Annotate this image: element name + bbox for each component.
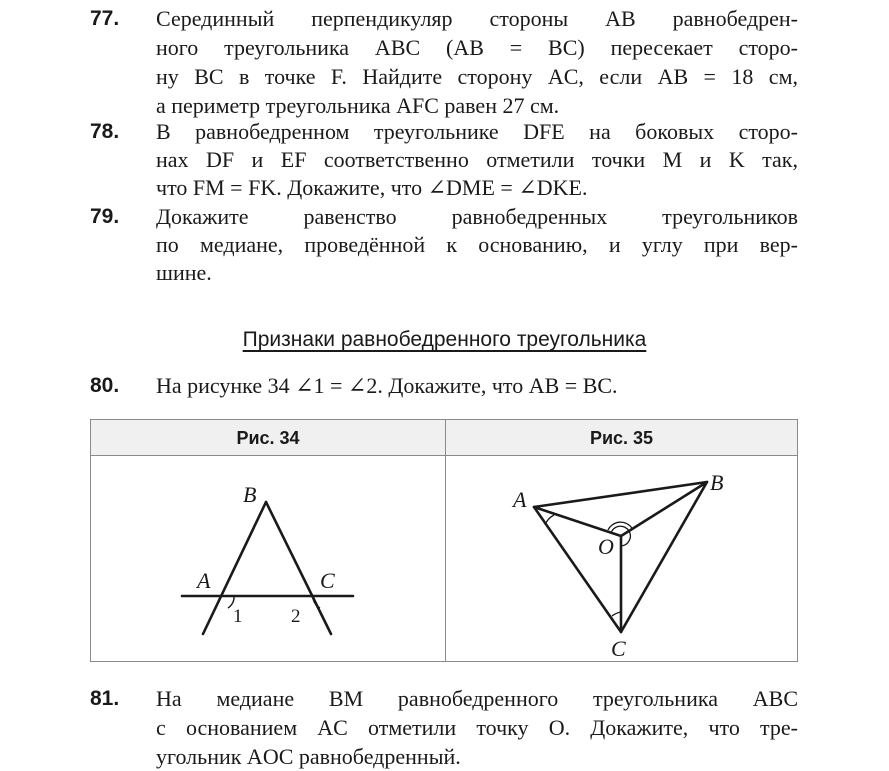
label-b: B (710, 470, 724, 495)
problem-text-line: Докажите равенство равнобедренных треугольников (156, 204, 798, 229)
label-angle-2: 2 (291, 606, 301, 627)
problem-text-line: В равнобедренном треугольнике DFE на боковых сторо- (156, 119, 798, 144)
label-c: C (320, 568, 335, 593)
figures-table (90, 419, 798, 662)
problem-text-line: угольник AOC равнобедренный. (156, 744, 461, 769)
label-a: A (513, 487, 527, 512)
label-a: A (197, 568, 211, 593)
figure-caption: Рис. 34 (91, 420, 445, 456)
label-c: C (611, 636, 626, 661)
label-angle-1: 1 (233, 606, 243, 627)
problem-number: 81. (90, 687, 120, 710)
problem-text-line: по медиане, проведённой к основанию, и углу при вер- (156, 232, 798, 257)
problem-text-line: шине. (156, 260, 212, 285)
problem-text-line: ного треугольника ABC (AB = BC) пересекает сторо- (156, 35, 798, 60)
figure-35-diagram (446, 456, 797, 661)
problem-text-line: На рисунке 34 ∠1 = ∠2. Докажите, что AB = BC. (156, 373, 618, 398)
segment-bo (621, 482, 707, 536)
label-b: B (243, 482, 257, 507)
angle-c-arc (612, 612, 621, 616)
problem-text-line: с основанием AC отметили точку O. Докажите, что тре- (156, 715, 798, 740)
label-o: O (598, 534, 614, 559)
problem-text-line: Серединный перпендикуляр стороны AB равнобедрен- (156, 6, 798, 31)
problem-number: 80. (90, 374, 120, 397)
section-title (0, 326, 889, 354)
problem-text-line: На медиане BM равнобедренного треугольника ABC (156, 686, 798, 711)
angle-a-arc (545, 515, 554, 525)
problem-number: 78. (90, 120, 120, 143)
problem-number: 77. (90, 7, 120, 30)
figure-caption: Рис. 35 (446, 420, 797, 456)
problem-text-line: что FM = FK. Докажите, что ∠DME = ∠DKE. (156, 175, 588, 200)
section-title-text: Признаки равнобедренного треугольника (242, 328, 647, 351)
problem-number: 79. (90, 205, 120, 228)
figure-34-diagram (91, 456, 445, 661)
problem-text-line: а периметр треугольника AFC равен 27 см. (156, 93, 560, 118)
problem-text-line: нах DF и EF соответственно отметили точки M и K так, (156, 147, 798, 172)
problem-text-line: ну BC в точке F. Найдите сторону AC, если AB = 18 см, (156, 64, 798, 89)
